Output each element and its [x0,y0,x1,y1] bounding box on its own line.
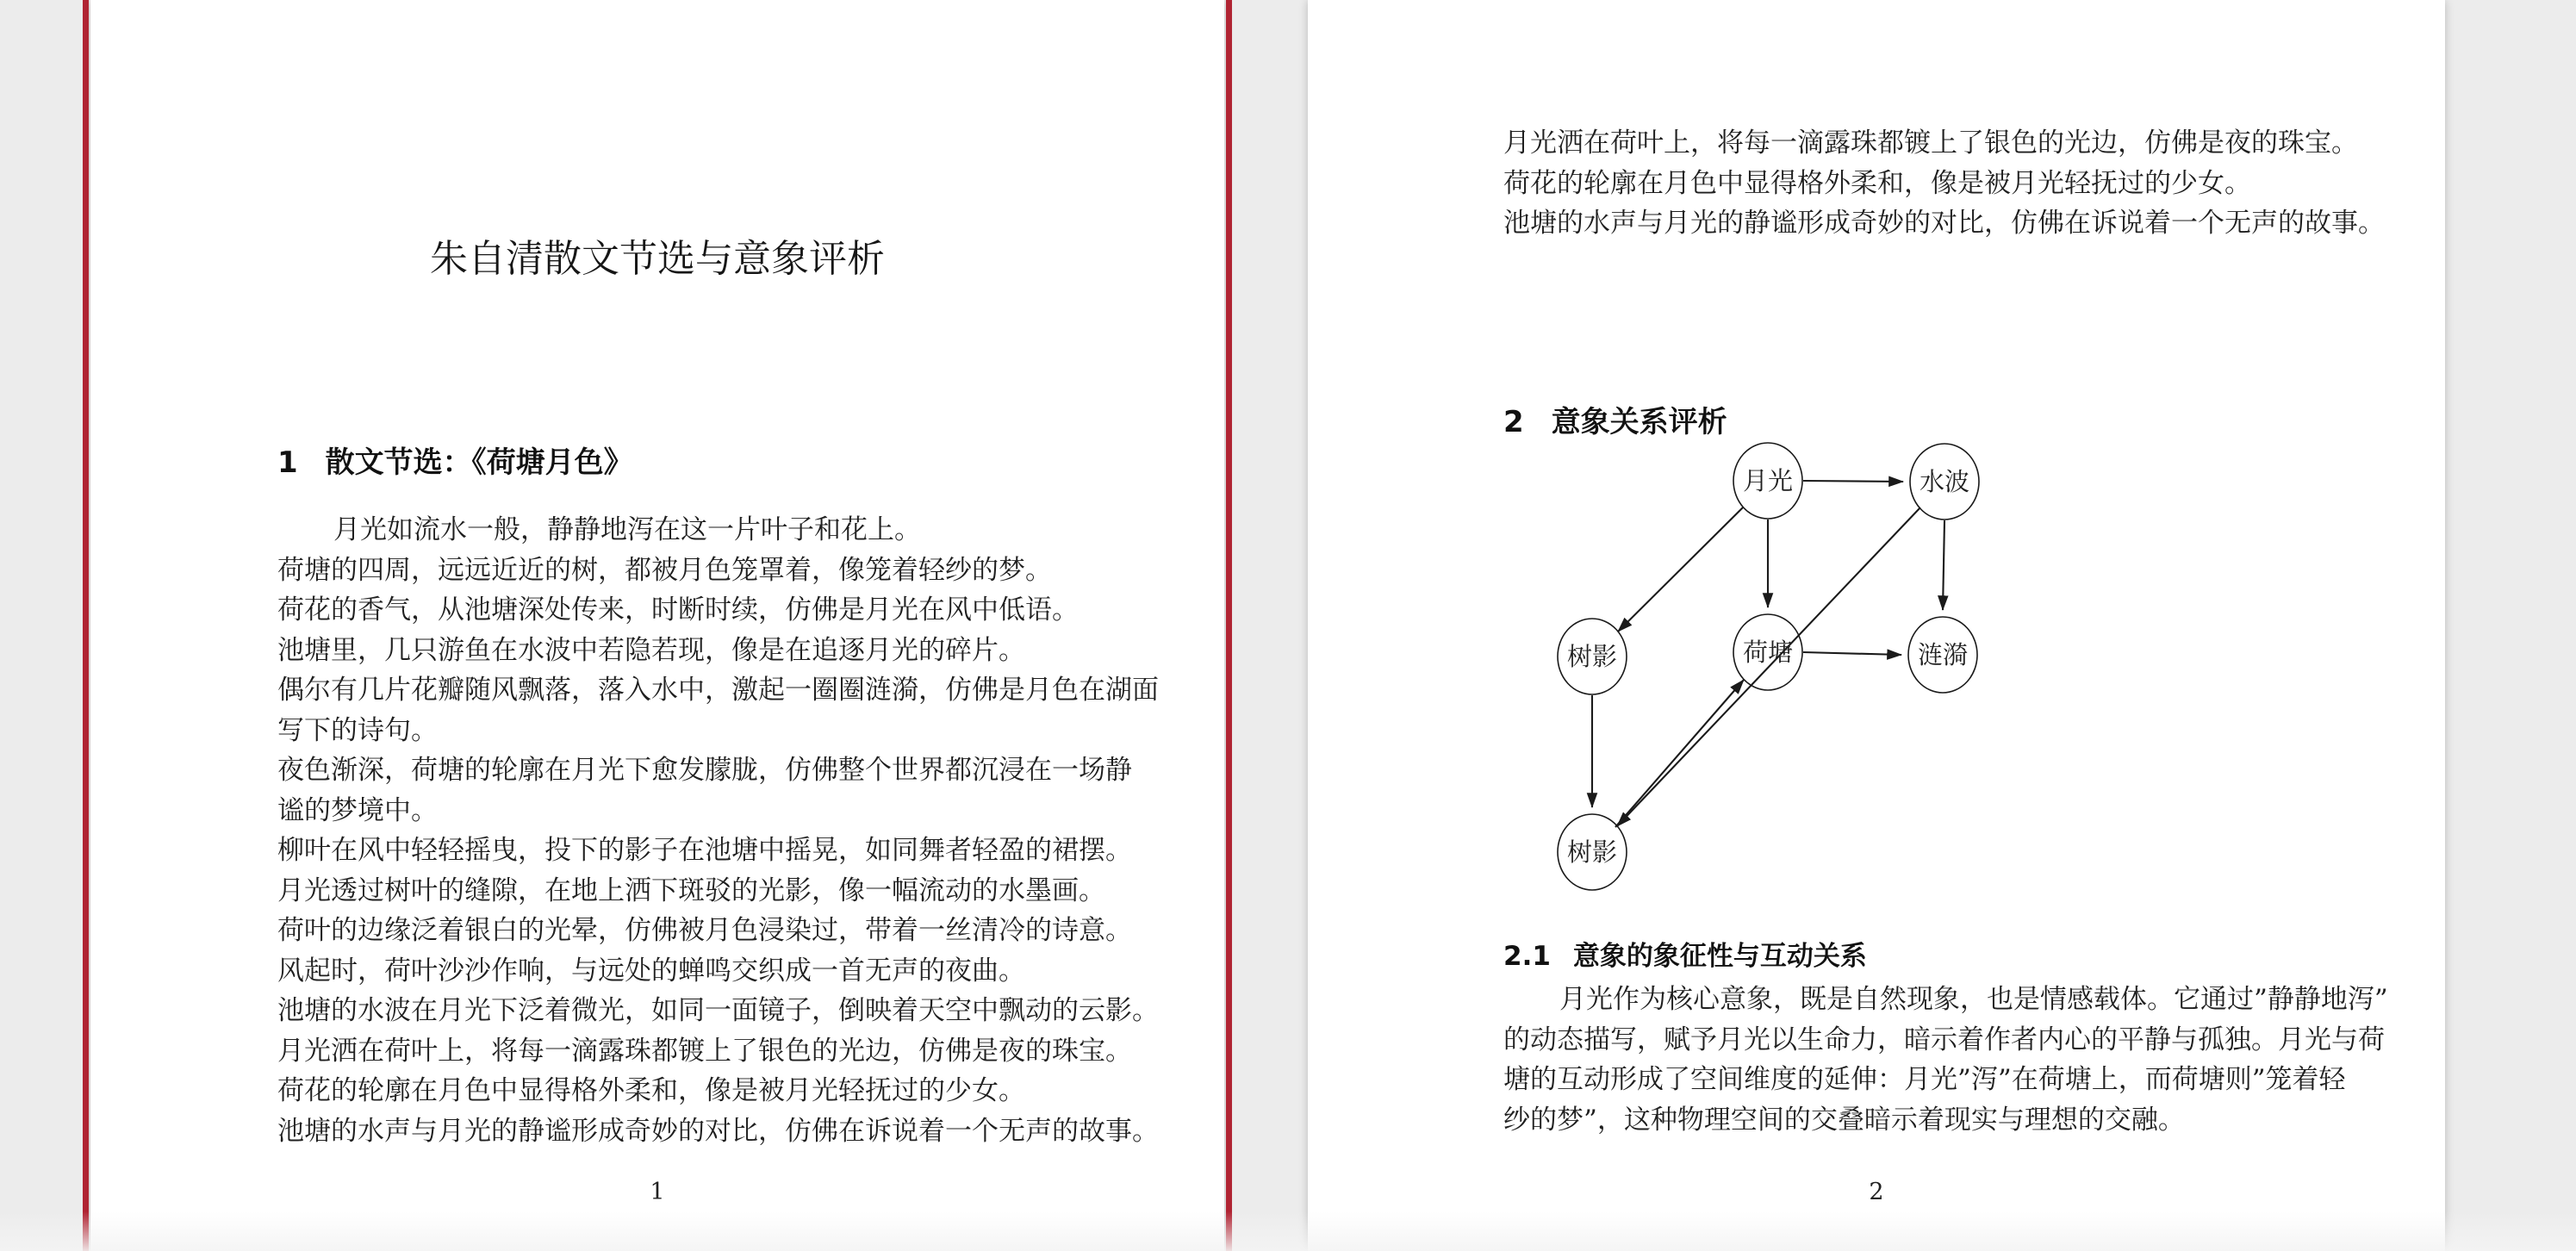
analysis-line: 塘的互动形成了空间维度的延伸：月光”泻”在荷塘上，而荷塘则”笼着轻 [1503,1064,2346,1095]
page-number-1: 1 [650,1179,665,1205]
analysis-line: 月光作为核心意象，既是自然现象，也是情感载体。它通过”静静地泻” [1559,984,2388,1015]
edge-treeshadowlower-lotuspond [1615,680,1744,827]
prose-line: 池塘的水声与月光的静谧形成奇妙的对比，仿佛在诉说着一个无声的故事。 [1503,208,2385,239]
prose-line: 月光如流水一般，静静地泻在这一片叶子和花上。 [333,514,921,545]
prose-line: 月光洒在荷叶上，将每一滴露珠都镀上了银色的光边，仿佛是夜的珠宝。 [1503,128,2358,159]
prose-line: 荷花的香气，从池塘深处传来，时断时续，仿佛是月光在风中低语。 [277,594,1079,626]
prose-line: 写下的诗句。 [277,714,438,746]
subsection-2-1-number: 2.1 [1503,941,1551,972]
prose-line: 偶尔有几片花瓣随风飘落，落入水中，激起一圈圈涟漪，仿佛是月色在湖面 [277,675,1159,706]
analysis-line: 的动态描写，赋予月光以生命力，暗示着作者内心的平静与孤独。月光与荷 [1503,1024,2385,1055]
imagery-relationship-diagram [1532,435,2014,900]
document-title: 朱自清散文节选与意象评析 [430,237,885,281]
prose-line: 月光透过树叶的缝隙，在地上洒下斑驳的光影，像一幅流动的水墨画。 [277,874,1105,906]
prose-line: 荷花的轮廓在月色中显得格外柔和，像是被月光轻抚过的少女。 [277,1075,1025,1106]
subsection-2-1-title: 意象的象征性与互动关系 [1572,941,1867,972]
section-2-title: 意象关系评析 [1551,405,1727,439]
prose-line: 池塘里，几只游鱼在水波中若隐若现，像是在追逐月光的碎片。 [277,634,1025,666]
edge-moonlight-waterwaves [1803,481,1903,482]
edge-waterwaves-ripples [1943,520,1944,610]
section-2-number: 2 [1503,405,1524,439]
edge-moonlight-treeshadow [1618,507,1743,632]
prose-line: 荷花的轮廓在月色中显得格外柔和，像是被月光轻抚过的少女。 [1503,167,2251,199]
edge-lotuspond-ripples [1803,652,1901,655]
section-2-heading [1503,405,1727,439]
prose-line: 荷塘的四周，远远近近的树，都被月色笼罩着，像笼着轻纱的梦。 [277,554,1052,586]
analysis-paragraph-block [1503,980,2388,1140]
node-tree-shadow-upper-label: 树影 [1566,642,1618,671]
prose-line: 荷叶的边缘泛着银白的光晕，仿佛被月色浸染过，带着一丝清冷的诗意。 [277,915,1132,946]
prose-line: 池塘的水声与月光的静谧形成奇妙的对比，仿佛在诉说着一个无声的故事。 [277,1115,1159,1147]
node-lotus-pond-label: 荷塘 [1742,638,1794,667]
node-moonlight-label: 月光 [1742,466,1794,495]
node-water-waves-label: 水波 [1919,467,1970,496]
prose-line: 池塘的水波在月光下泛着微光，如同一面镜子，倒映着天空中飘动的云影。 [277,995,1159,1026]
right-margin-rule [1226,0,1232,1251]
node-tree-shadow-lower-label: 树影 [1566,837,1618,867]
prose-excerpt-block [277,510,1159,1151]
section-1-number: 1 [277,445,298,480]
section-1-title: 散文节选：《荷塘月色》 [325,445,633,480]
subsection-2-1-heading [1503,941,1867,972]
node-ripples-label: 涟漪 [1917,640,1969,669]
section-1-heading [277,445,633,480]
document-page-1 [90,0,1224,1251]
prose-line: 夜色渐深，荷塘的轮廓在月光下愈发朦胧，仿佛整个世界都沉浸在一场静 [277,755,1132,786]
prose-line: 谧的梦境中。 [277,794,438,826]
prose-line: 风起时，荷叶沙沙作响，与远处的蝉鸣交织成一首无声的夜曲。 [277,955,1025,986]
prose-line: 柳叶在风中轻轻摇曳，投下的影子在池塘中摇晃，如同舞者轻盈的裙摆。 [277,835,1132,866]
left-margin-rule [83,0,89,1251]
document-page-2 [1308,0,2445,1251]
prose-line: 月光洒在荷叶上，将每一滴露珠都镀上了银色的光边，仿佛是夜的珠宝。 [277,1035,1132,1067]
page-number-2: 2 [1869,1179,1884,1205]
analysis-line: 纱的梦”，这种物理空间的交叠暗示着现实与理想的交融。 [1503,1104,2185,1136]
prose-overflow-block [1503,123,2385,244]
